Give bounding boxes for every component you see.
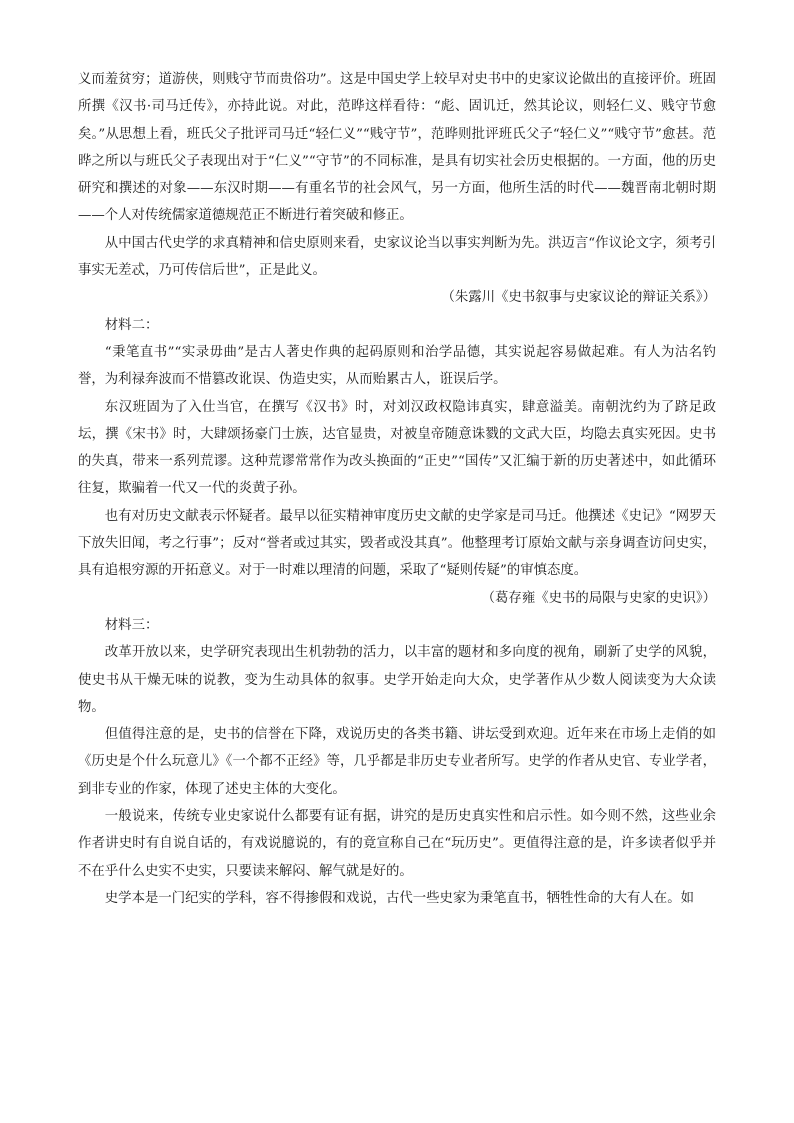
- material-label: 材料三：: [104, 617, 159, 633]
- paragraph: 从中国古代史学的求真精神和信史原则来看，史家议论当以事实判断为先。洪迈言“作议论文字，须考引事实无差忒，乃可传信后世”，正是此义。: [78, 235, 716, 279]
- paragraph: 东汉班固为了入仕当官，在撰写《汉书》时，对刘汉政权隐讳真实，肆意溢美。南朝沈约为了跻足政坛，撰《宋书》时，大肆颂扬豪门士族，达官显贵，对被皇帝随意诛戮的文武大臣，均隐去真实死因。史书的失真，带来一系列荒谬。这种荒谬常常作为改头换面的“正史”“国传”又汇编于新的历史著述中，如此循环往复，欺骗着一代又一代的炎黄子孙。: [78, 399, 716, 497]
- paragraph: “秉笔直书”“实录毋曲”是古人著史作典的起码原则和治学品德，其实说起容易做起难。有人为沽名钓誉，为利禄奔波而不惜篡改讹误、伪造史实，从而贻累古人，诳误后学。: [78, 344, 716, 388]
- paragraph: 但值得注意的是，史书的信誉在下降，戏说历史的各类书籍、讲坛受到欢迎。近年来在市场上走俏的如《历史是个什么玩意儿》《一个都不正经》等，几乎都是非历史专业者所写。史学的作者从史官、专业学者，到非专业的作家，体现了述史主体的大变化。: [78, 727, 716, 797]
- paragraph: 改革开放以来，史学研究表现出生机勃勃的活力，以丰富的题材和多向度的视角，刷新了史学的风貌，使史书从干燥无味的说教，变为生动具体的叙事。史学开始走向大众，史学著作从少数人阅读变为大众读物。: [78, 645, 716, 715]
- material-label: 材料二：: [104, 317, 159, 333]
- paragraph: 史学本是一门纪实的学科，容不得掺假和戏说，古代一些史家为秉笔直书，牺牲性命的大有人在。如: [104, 890, 694, 906]
- source-citation: （朱露川《史书叙事与史家议论的辩证关系》）: [441, 290, 716, 306]
- paragraph: 一般说来，传统专业史家说什么都要有证有据，讲究的是历史真实性和启示性。如今则不然，这些业余作者讲史时有自说自话的，有戏说臆说的，有的竟宣称自己在“玩历史”。更值得注意的是，许多读者似乎并不在乎什么史实不史实，只要读来解闷、解气就是好的。: [78, 809, 716, 879]
- paragraph-continuation: 义而羞贫穷；道游侠，则贱守节而贵俗功”。这是中国史学上较早对史书中的史家议论做出的直接评价。班固所撰《汉书·司马迁传》，亦持此说。对此，范晔这样看待：“彪、固讥迁，然其论议，则轻仁义、贱守节愈矣。”从思想上看，班氏父子批评司马迁“轻仁义”“贱守节”，范晔则批评班氏父子“轻仁义”“贱守节”愈甚。范晔之所以与班氏父子表现出对于“仁义”“守节”的不同标准，是具有切实社会历史根据的。一方面，他的历史研究和撰述的对象——东汉时期——有重名节的社会风气，另一方面，他所生活的时代——魏晋南北朝时期——个人对传统儒家道德规范正不断进行着突破和修正。: [78, 72, 716, 224]
- source-citation: （葛存雍《史书的局限与史家的史识》）: [481, 590, 716, 606]
- paragraph: 也有对历史文献表示怀疑者。最早以征实精神审度历史文献的史学家是司马迁。他撰述《史记》“网罗天下放失旧闻，考之行事”；反对“誉者或过其实，毁者或没其真”。他整理考订原始文献与亲身调查访问史实，具有追根穷源的开拓意义。对于一时难以理清的问题，采取了“疑则传疑”的审慎态度。: [78, 508, 716, 579]
- article-body: [78, 66, 716, 912]
